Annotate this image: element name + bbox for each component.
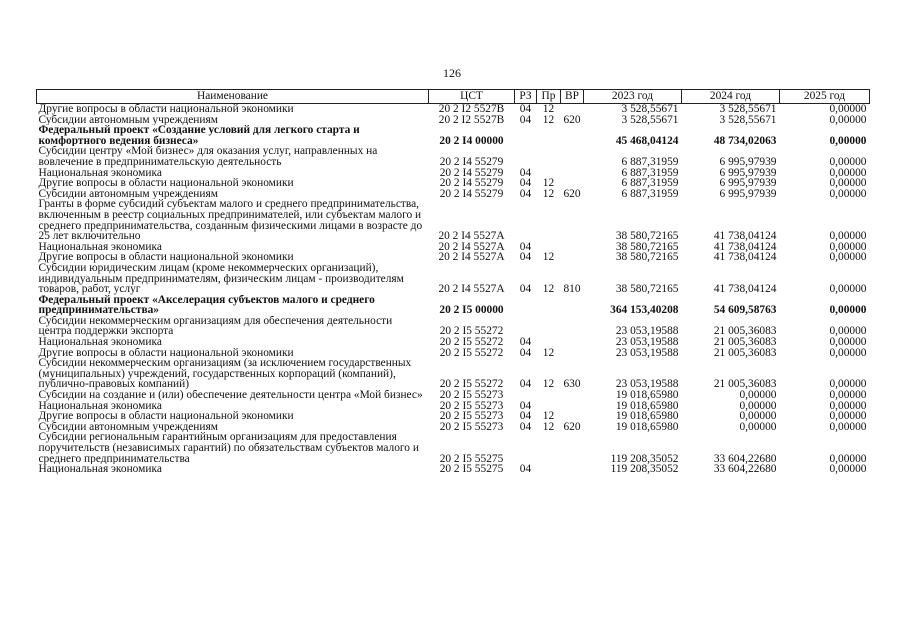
cell-name: Субсидии региональным гарантийным организациям для предоставления поручительств (независимых гарантий) по обязательствам субъектов малого и среднего предпринимательства	[38, 432, 419, 465]
header-cst: ЦСТ	[429, 90, 515, 104]
table-row	[37, 178, 870, 189]
cell-vr	[561, 168, 584, 179]
cell-rz: 04	[519, 347, 532, 359]
cell-name: Другие вопросы в области национальной экономики	[38, 103, 294, 115]
cell-y2023: 19 018,65980	[615, 411, 679, 422]
cell-y2025: 0,00000	[829, 178, 867, 189]
cell-y2025: 0,00000	[829, 400, 867, 412]
cell-vr	[561, 146, 584, 167]
cell-cst: 20 2 I5 55272	[439, 325, 504, 338]
cell-y2025: 0,00000	[829, 464, 867, 475]
cell-y2023: 38 580,72165	[615, 252, 679, 263]
table-row	[37, 146, 870, 167]
cell-name: Субсидии некоммерческим организациям (за исключением государственных (муниципальных) учреждений, государственных корпораций (компаний), публично-правовых компаний)	[38, 358, 412, 391]
cell-y2024: 41 738,04124	[713, 230, 777, 242]
cell-vr	[561, 390, 584, 401]
table-row	[37, 189, 870, 200]
cell-rz	[515, 125, 537, 146]
table-row	[37, 411, 870, 422]
table-row	[37, 401, 870, 412]
cell-name: Федеральный проект «Акселерация субъектов малого и среднего предпринимательства»	[38, 294, 375, 316]
cell-y2023: 6 887,31959	[621, 188, 679, 200]
cell-y2025: 0,00000	[829, 155, 867, 168]
cell-pr	[537, 146, 561, 167]
table-row	[37, 242, 870, 253]
cell-pr: 12	[542, 188, 555, 200]
table-row	[37, 115, 870, 126]
cell-y2024: 6 995,97939	[719, 178, 777, 189]
cell-y2025: 0,00000	[829, 304, 867, 316]
cell-vr	[561, 104, 584, 115]
cell-pr	[537, 337, 561, 348]
cell-pr	[537, 401, 561, 412]
cell-vr: 810	[563, 283, 581, 295]
cell-y2024: 6 995,97939	[719, 188, 777, 200]
cell-y2025: 0,00000	[829, 188, 867, 200]
cell-y2024: 21 005,36083	[713, 337, 777, 348]
cell-name: Национальная экономика	[38, 167, 162, 179]
cell-vr	[561, 242, 584, 253]
cell-cst: 20 2 I5 55272	[439, 337, 504, 348]
table-row	[37, 464, 870, 475]
cell-vr: 620	[563, 188, 581, 200]
cell-y2023: 38 580,72165	[615, 283, 679, 295]
cell-y2024: 41 738,04124	[713, 283, 777, 295]
cell-y2023: 23 053,19588	[615, 337, 679, 348]
cell-pr	[537, 464, 561, 475]
cell-name: Другие вопросы в области национальной экономики	[38, 411, 294, 422]
cell-vr	[561, 464, 584, 475]
table-row	[37, 168, 870, 179]
cell-y2023: 6 887,31959	[621, 155, 679, 168]
cell-rz	[515, 432, 537, 464]
cell-vr	[561, 178, 584, 189]
cell-name: Национальная экономика	[38, 241, 162, 253]
table-row	[37, 432, 870, 464]
cell-cst: 20 2 I5 00000	[439, 304, 504, 316]
cell-pr	[537, 390, 561, 401]
table-row	[37, 316, 870, 337]
cell-y2023: 23 053,19588	[615, 347, 679, 359]
cell-y2024: 0,00000	[739, 411, 777, 422]
cell-cst: 20 2 I5 55275	[439, 452, 504, 465]
cell-y2024: 33 604,22680	[713, 452, 777, 465]
cell-rz: 04	[519, 114, 532, 126]
cell-cst: 20 2 I4 55279	[439, 178, 504, 189]
cell-pr: 12	[542, 283, 555, 295]
cell-rz	[515, 199, 537, 241]
cell-cst: 20 2 I5 55275	[439, 464, 504, 475]
cell-y2023: 38 580,72165	[615, 230, 679, 242]
cell-cst: 20 2 I5 55273	[439, 390, 504, 401]
cell-rz: 04	[519, 400, 532, 412]
cell-y2023: 19 018,65980	[615, 421, 679, 433]
cell-pr	[537, 316, 561, 337]
cell-cst: 20 2 I2 5527B	[438, 103, 505, 115]
cell-pr	[537, 168, 561, 179]
cell-y2023: 119 208,35052	[610, 464, 679, 475]
cell-vr	[561, 401, 584, 412]
cell-y2023: 364 153,40208	[610, 304, 679, 316]
cell-vr	[561, 295, 584, 316]
cell-y2024: 41 738,04124	[713, 252, 777, 263]
cell-rz	[515, 316, 537, 337]
cell-rz: 04	[519, 411, 532, 422]
cell-name: Субсидии юридическим лицам (кроме некоммерческих организаций), индивидуальным предпринимателям, физическим лицам - производителям товаров, работ, услуг	[38, 262, 404, 295]
cell-pr: 12	[542, 252, 555, 263]
cell-y2025: 0,00000	[829, 230, 867, 242]
cell-y2025: 0,00000	[829, 134, 867, 147]
cell-vr	[561, 199, 584, 241]
table-row	[37, 358, 870, 390]
cell-y2024: 0,00000	[739, 390, 777, 401]
cell-y2025: 0,00000	[829, 103, 867, 115]
cell-y2025: 0,00000	[829, 421, 867, 433]
budget-table	[36, 89, 870, 475]
cell-name: Субсидии некоммерческим организациям для обеспечения деятельности центра поддержки экспорта	[38, 315, 393, 338]
cell-rz	[515, 295, 537, 316]
cell-y2024: 3 528,55671	[719, 114, 777, 126]
cell-rz: 04	[519, 103, 532, 115]
cell-cst: 20 2 I5 55273	[439, 411, 504, 422]
cell-cst: 20 2 I4 5527A	[438, 230, 505, 242]
table-row	[37, 337, 870, 348]
cell-y2023: 6 887,31959	[621, 178, 679, 189]
header-pr: Пр	[537, 90, 561, 104]
cell-y2023: 23 053,19588	[615, 378, 679, 391]
table-row	[37, 252, 870, 263]
cell-y2023: 119 208,35052	[610, 452, 679, 465]
cell-y2024: 3 528,55671	[719, 103, 777, 115]
cell-cst: 20 2 I5 55272	[439, 347, 504, 359]
cell-cst: 20 2 I5 55272	[439, 378, 504, 391]
cell-vr	[561, 316, 584, 337]
cell-y2024: 6 995,97939	[719, 167, 777, 179]
header-name: Наименование	[37, 90, 429, 104]
cell-y2023: 23 053,19588	[615, 325, 679, 338]
table-header-row	[37, 90, 870, 104]
cell-y2025: 0,00000	[829, 378, 867, 391]
cell-y2024: 54 609,58763	[713, 304, 777, 316]
cell-y2023: 6 887,31959	[621, 167, 679, 179]
cell-y2025: 0,00000	[829, 325, 867, 338]
cell-y2023: 45 468,04124	[615, 134, 679, 147]
cell-y2023: 3 528,55671	[621, 114, 679, 126]
cell-name: Другие вопросы в области национальной экономики	[38, 347, 294, 359]
cell-y2024: 0,00000	[739, 400, 777, 412]
cell-vr	[561, 337, 584, 348]
cell-name: Национальная экономика	[38, 400, 162, 412]
header-vr: ВР	[561, 90, 584, 104]
cell-y2025: 0,00000	[829, 347, 867, 359]
cell-name: Федеральный проект «Создание условий для легкого старта и комфортного ведения бизнеса»	[38, 125, 360, 147]
cell-pr	[537, 125, 561, 146]
cell-name: Гранты в форме субсидий субъектам малого и среднего предпринимательства, включенным в реестр социальных предпринимателей, или субъектам малого и среднего предпринимательства, созданным физическими лицами в возрасте до 25 лет включительно	[38, 199, 423, 242]
page-number: 126	[443, 66, 461, 80]
cell-vr: 630	[563, 378, 581, 391]
cell-rz: 04	[519, 178, 532, 189]
cell-y2025: 0,00000	[829, 411, 867, 422]
cell-y2023: 3 528,55671	[621, 103, 679, 115]
cell-rz	[515, 390, 537, 401]
cell-name: Другие вопросы в области национальной экономики	[38, 178, 294, 189]
cell-rz: 04	[519, 464, 532, 475]
cell-rz	[515, 146, 537, 167]
cell-cst: 20 2 I4 5527A	[438, 241, 505, 253]
cell-cst: 20 2 I4 5527A	[438, 252, 505, 263]
cell-pr: 12	[542, 378, 555, 391]
cell-cst: 20 2 I4 55279	[439, 167, 504, 179]
table-row	[37, 199, 870, 241]
cell-name: Национальная экономика	[38, 464, 162, 475]
table-row	[37, 125, 870, 146]
header-2025: 2025 год	[780, 90, 870, 104]
cell-rz: 04	[519, 188, 532, 200]
cell-name: Национальная экономика	[38, 337, 162, 348]
cell-pr: 12	[542, 114, 555, 126]
cell-y2023: 19 018,65980	[615, 400, 679, 412]
cell-rz: 04	[519, 421, 532, 433]
cell-y2025: 0,00000	[829, 252, 867, 263]
cell-rz: 04	[519, 337, 532, 348]
cell-y2025: 0,00000	[829, 337, 867, 348]
cell-y2024: 48 734,02063	[713, 134, 777, 147]
cell-y2024: 41 738,04124	[713, 241, 777, 253]
cell-rz: 04	[519, 378, 532, 391]
cell-y2024: 21 005,36083	[713, 347, 777, 359]
cell-y2025: 0,00000	[829, 114, 867, 126]
cell-name: Другие вопросы в области национальной экономики	[38, 252, 294, 263]
cell-name: Субсидии на создание и (или) обеспечение деятельности центра «Мой бизнес»	[38, 390, 423, 401]
cell-vr	[561, 411, 584, 422]
cell-y2025: 0,00000	[829, 167, 867, 179]
cell-y2024: 21 005,36083	[713, 325, 777, 338]
cell-cst: 20 2 I2 5527B	[438, 114, 505, 126]
cell-vr: 620	[563, 421, 581, 433]
header-2023: 2023 год	[584, 90, 682, 104]
cell-cst: 20 2 I5 55273	[439, 400, 504, 412]
cell-y2025: 0,00000	[829, 283, 867, 295]
cell-y2023: 19 018,65980	[615, 390, 679, 401]
cell-rz: 04	[519, 167, 532, 179]
cell-cst: 20 2 I4 5527A	[438, 283, 505, 295]
table-row	[37, 422, 870, 433]
table-row	[37, 295, 870, 316]
cell-y2024: 33 604,22680	[713, 464, 777, 475]
header-rz: РЗ	[515, 90, 537, 104]
cell-vr	[561, 252, 584, 263]
cell-cst: 20 2 I4 55279	[439, 188, 504, 200]
cell-y2025: 0,00000	[829, 390, 867, 401]
cell-name: Субсидии автономным учреждениям	[38, 114, 218, 126]
cell-rz: 04	[519, 241, 532, 253]
cell-vr	[561, 432, 584, 464]
table-row	[37, 390, 870, 401]
cell-y2025: 0,00000	[829, 241, 867, 253]
cell-pr	[537, 242, 561, 253]
cell-y2023: 38 580,72165	[615, 241, 679, 253]
cell-pr: 12	[542, 347, 555, 359]
cell-vr	[561, 348, 584, 359]
cell-y2024: 0,00000	[739, 421, 777, 433]
table-row	[37, 104, 870, 115]
cell-pr	[537, 295, 561, 316]
cell-name: Субсидии автономным учреждениям	[38, 188, 218, 200]
cell-cst: 20 2 I4 00000	[439, 134, 504, 147]
cell-name: Субсидии центру «Мой бизнес» для оказания услуг, направленных на вовлечение в предпринимательскую деятельность	[38, 146, 378, 168]
cell-pr: 12	[542, 103, 555, 115]
cell-name: Субсидии автономным учреждениям	[38, 421, 218, 433]
cell-cst: 20 2 I5 55273	[439, 421, 504, 433]
table-row	[37, 348, 870, 359]
cell-y2024: 6 995,97939	[719, 155, 777, 168]
cell-pr	[537, 199, 561, 241]
cell-rz: 04	[519, 283, 532, 295]
cell-vr	[561, 125, 584, 146]
cell-pr: 12	[542, 421, 555, 433]
cell-pr: 12	[542, 178, 555, 189]
cell-y2024: 21 005,36083	[713, 378, 777, 391]
cell-rz: 04	[519, 252, 532, 263]
cell-pr	[537, 432, 561, 464]
cell-y2025: 0,00000	[829, 452, 867, 465]
table-row	[37, 263, 870, 295]
cell-pr: 12	[542, 411, 555, 422]
cell-vr: 620	[563, 114, 581, 126]
header-2024: 2024 год	[682, 90, 780, 104]
cell-cst: 20 2 I4 55279	[439, 155, 504, 168]
